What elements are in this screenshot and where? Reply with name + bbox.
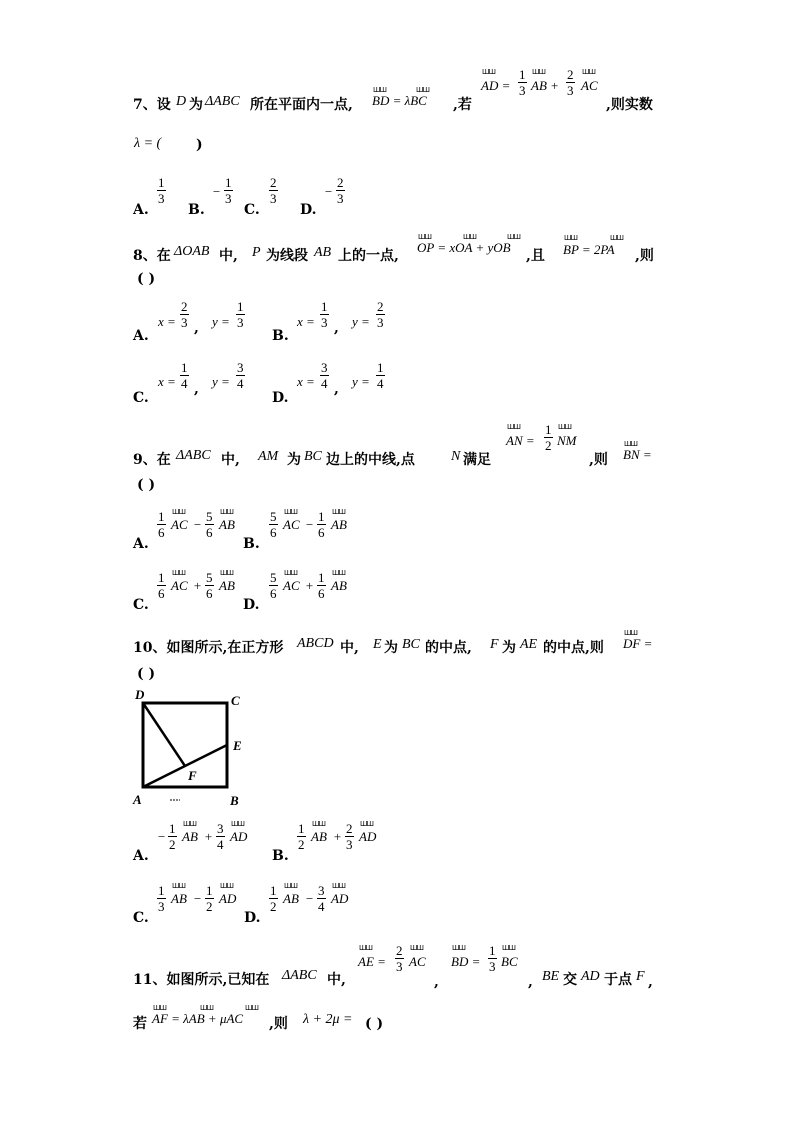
q8-frac: 2 3 [377,299,384,330]
q7-option-a[interactable]: A. [133,202,149,218]
q10-ab: AB [311,829,327,844]
q8-text: ,且 [526,248,545,264]
q7-frac: 1 3 [519,67,526,98]
q9-ac: AC [283,578,300,593]
q9-frac: 1 2 [545,422,552,453]
q11-text: , [648,974,653,990]
q10-paren: ( ) [137,666,156,682]
q9-ac: AC [171,578,188,593]
q8-x: x = [297,314,315,329]
q10-ad: AD [230,829,248,844]
q9-am: AM [258,449,279,464]
q7-lambda: λ = ( [134,136,162,151]
q10-vector-arrow: ШШ [624,629,637,637]
q10-vector-arrow: ШШ [220,882,233,890]
q8-triangle: ΔOAB [174,244,210,259]
fig-label-e: E [233,738,242,753]
q8-x: x = [158,314,176,329]
q8-text: 中, [219,248,238,264]
q7-triangle: ΔABC [205,94,240,109]
q10-vector-arrow: ШШ [360,820,373,828]
q7-eq-ad: AD = [481,78,511,93]
q11-bd: BD = [451,954,481,969]
q8-point-p: P [252,245,261,260]
q9-ab: AB [331,517,347,532]
q9-text: ,则 [589,452,608,468]
q9-frac: 1 6 [158,570,165,601]
q9-vector-arrow: ШШ [332,508,345,516]
q9-bn: BN = [623,447,652,462]
q11-frac: 2 3 [396,943,403,974]
q7-point-d: D [176,94,187,109]
q10-df: DF = [623,636,653,651]
q8-comma: , [194,320,199,336]
q11-eq-af: AF = λAB + μAC [152,1011,244,1026]
q8-vector-arrow: ШШ [507,233,520,241]
q8-comma: , [334,381,339,397]
q11-text: ,则 [269,1016,288,1032]
q9-vector-arrow: ШШ [332,569,345,577]
q10-frac: 1 2 [206,883,213,914]
q9-frac: 1 6 [318,570,325,601]
q7-vector-arrow: ШШ [532,68,545,76]
q8-frac: 1 4 [181,360,188,391]
q8-x: x = [297,374,315,389]
q8-option-d[interactable]: D. [272,390,289,406]
q11-vector-arrow: ШШ [245,1004,258,1012]
q8-text: 为线段 [266,248,308,264]
q9-frac: 5 6 [270,509,277,540]
q9-nm: NM [557,433,577,448]
q11-point-f: F [636,969,645,984]
q9-vector-arrow: ШШ [220,508,233,516]
q10-frac: 1 2 [270,883,277,914]
q9-vector-arrow: ШШ [558,423,571,431]
q11-lambda-mu: λ + 2μ = [303,1012,353,1027]
q10-op: − [157,829,166,844]
q11-comma: , [434,974,439,990]
q8-segment-ab: AB [314,245,332,260]
q11-number: 11、如图所示,已知在 [133,972,270,988]
q9-frac: 1 6 [158,509,165,540]
q10-ab: AB [283,891,299,906]
q9-vector-arrow: ШШ [172,508,185,516]
q9-op: − [193,517,202,532]
q8-number: 8、在 [133,248,171,264]
q10-ad: AD [359,829,377,844]
q10-frac: 1 3 [158,883,165,914]
q9-option-a[interactable]: A. [133,536,149,552]
q10-option-d[interactable]: D. [244,910,261,926]
q9-ac: AC [171,517,188,532]
q11-text: 于点 [604,972,632,988]
q10-option-c[interactable]: C. [133,910,149,926]
q9-vector-arrow: ШШ [284,569,297,577]
q10-ab: AB [171,891,187,906]
q9-frac: 5 6 [206,509,213,540]
q11-vector-arrow: ШШ [359,944,372,952]
q11-vector-arrow: ШШ [153,1004,166,1012]
q11-vector-arrow: ШШ [452,944,465,952]
q11-paren: ( ) [365,1016,384,1032]
q8-y: y = [352,374,370,389]
q9-vector-arrow: ШШ [284,508,297,516]
q11-vector-arrow: ШШ [410,944,423,952]
q8-paren: ( ) [137,271,156,287]
q7-text: ,则实数 [606,97,653,113]
q8-comma: , [334,320,339,336]
q11-text: 若 [133,1016,147,1032]
q9-option-d[interactable]: D. [243,597,260,613]
q10-vector-arrow: ШШ [172,882,185,890]
q7-option-b[interactable]: B. [188,202,205,218]
q8-frac: 2 3 [181,299,188,330]
q8-frac: 1 4 [377,360,384,391]
q8-frac: 3 4 [321,360,328,391]
q10-square: ABCD [297,636,334,651]
q10-vector-arrow: ШШ [231,820,244,828]
q7-minus: − [212,184,221,199]
q9-ab: AB [219,517,235,532]
q8-option-c[interactable]: C. [133,390,149,406]
segment-df [143,703,185,766]
q9-op: + [193,578,202,593]
q7-vector-arrow: ШШ [373,86,386,94]
q7-ab: AB + [531,78,559,93]
q10-frac: 1 2 [298,821,305,852]
q7-frac: 1 3 [225,175,232,206]
q10-text: 为 [502,640,516,656]
q10-frac: 1 2 [169,821,176,852]
q8-x: x = [158,374,176,389]
q7-vector-arrow: ШШ [416,86,429,94]
q7-vector-arrow: ШШ [582,68,595,76]
q10-frac: 3 4 [318,883,325,914]
q9-text: 边上的中线,点 [326,452,415,468]
q7-frac: 2 3 [270,175,277,206]
q10-number: 10、如图所示,在正方形 [133,640,284,656]
q7-paren: ) [196,137,203,153]
q8-eq-op: OP = xOA + yOB [417,240,511,255]
q7-minus: − [324,184,333,199]
q10-op: − [193,891,202,906]
q9-vector-arrow: ШШ [624,440,637,448]
q10-ae: AE [520,637,538,652]
q9-frac: 5 6 [270,570,277,601]
q9-number: 9、在 [133,452,171,468]
q8-vector-arrow: ШШ [463,233,476,241]
q9-op: + [305,578,314,593]
q9-text: 为 [287,452,301,468]
q9-vector-arrow: ШШ [507,423,520,431]
q9-option-b[interactable]: B. [243,536,260,552]
q11-bc: BC [501,954,518,969]
q7-eq-bd: BD = λBC [372,93,427,108]
q10-text: 的中点,则 [543,640,604,656]
q8-option-a[interactable]: A. [133,328,149,344]
q8-eq-bp: BP = 2PA [563,242,615,257]
q8-comma: , [194,381,199,397]
fig-label-c: C [231,693,240,708]
q10-vector-arrow: ШШ [312,820,325,828]
q7-option-d[interactable]: D. [300,202,317,218]
q10-ad: AD [219,891,237,906]
q9-op: − [305,517,314,532]
q10-op: + [333,829,342,844]
q9-ab: AB [219,578,235,593]
q10-vector-arrow: ШШ [332,882,345,890]
q11-frac: 1 3 [489,943,496,974]
q8-vector-arrow: ШШ [418,233,431,241]
fig-label-d: D [135,687,145,702]
q10-op: − [305,891,314,906]
q10-bc: BC [402,637,420,652]
q7-text: 为 [189,97,203,113]
q8-text: ,则 [635,248,654,264]
q11-ac: AC [409,954,426,969]
q8-y: y = [212,374,230,389]
q11-text: 中, [327,972,346,988]
q7-frac: 1 3 [158,175,165,206]
q9-point-n: N [451,449,461,464]
q9-vector-arrow: ШШ [220,569,233,577]
q8-frac: 3 4 [237,360,244,391]
q11-ad: AD [581,969,600,984]
q10-frac: 2 3 [346,821,353,852]
q11-text: 交 [563,972,577,988]
fig-label-b: B [230,793,239,808]
q10-ad: AD [331,891,349,906]
q8-frac: 1 3 [321,299,328,330]
q7-text: 所在平面内一点, [250,97,353,113]
q9-bc: BC [304,449,322,464]
q9-frac: 5 6 [206,570,213,601]
q9-text: 满足 [463,452,491,468]
q8-vector-arrow: ШШ [610,234,623,242]
q10-text: 的中点, [425,640,472,656]
fig-label-a: A [133,792,142,807]
q7-vector-arrow: ШШ [482,68,495,76]
q9-paren: ( ) [137,477,156,493]
q10-text: 中, [340,640,359,656]
q7-frac: 2 3 [567,67,574,98]
q9-triangle: ΔABC [176,448,211,463]
q9-option-c[interactable]: C. [133,597,149,613]
q7-number: 7、设 [133,97,171,113]
fig-label-f: F [188,768,197,783]
q10-text: 为 [384,640,398,656]
q10-option-b[interactable]: B. [272,848,289,864]
q9-vector-arrow: ШШ [172,569,185,577]
q10-option-a[interactable]: A. [133,848,149,864]
square-abcd [143,703,227,787]
q11-triangle: ΔABC [282,968,317,983]
q9-ab: AB [331,578,347,593]
q8-frac: 1 3 [237,299,244,330]
q11-be: BE [542,969,560,984]
q11-vector-arrow: ШШ [502,944,515,952]
q8-vector-arrow: ШШ [564,234,577,242]
q7-frac: 2 3 [337,175,344,206]
q10-point-e: E [373,637,382,652]
q10-frac: 3 4 [217,821,224,852]
q7-text: ,若 [453,97,472,113]
q9-frac: 1 6 [318,509,325,540]
q11-vector-arrow: ШШ [200,1004,213,1012]
q11-ae: AE = [358,954,386,969]
q10-ab: AB [182,829,198,844]
q7-option-c[interactable]: C. [244,202,260,218]
q11-text: , [528,974,533,990]
q8-y: y = [212,314,230,329]
q7-ac: AC [581,78,598,93]
q8-y: y = [352,314,370,329]
q8-option-b[interactable]: B. [272,328,289,344]
q10-vector-arrow: ШШ [284,882,297,890]
q8-text: 上的一点, [338,248,399,264]
q9-eq-an: AN = [506,433,535,448]
q9-text: 中, [221,452,240,468]
q10-op: + [204,829,213,844]
q9-ac: AC [283,517,300,532]
q10-vector-arrow: ШШ [183,820,196,828]
q10-point-f: F [490,637,499,652]
